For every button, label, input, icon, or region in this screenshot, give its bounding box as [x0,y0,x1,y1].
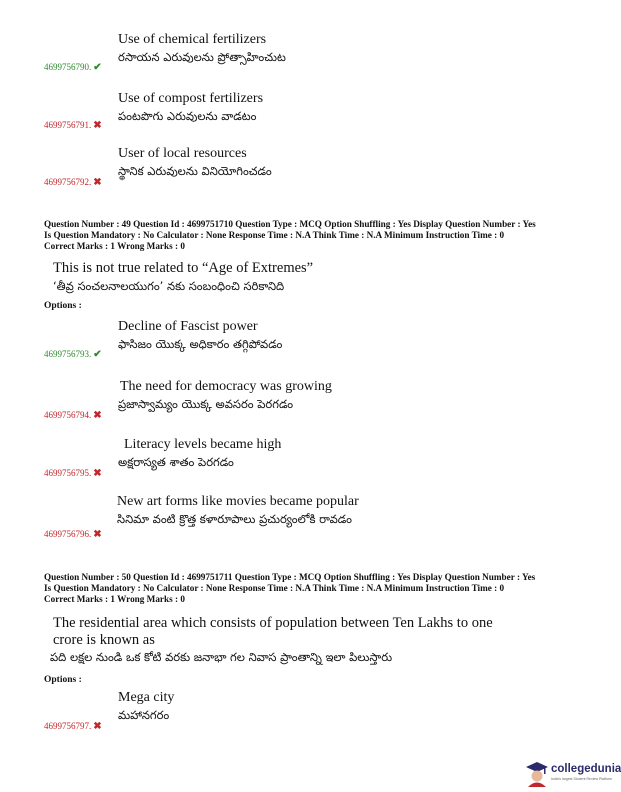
option-id [44,62,102,73]
question-text-te: పది లక్షల నుండి ఒక కోటి వరకు జనాభా గల నివాస ప్రాంతాన్ని ఇలా పిలుస్తారు [50,650,393,664]
cross-icon: ✖ [93,721,102,732]
options-label: Options : [44,301,82,311]
option-text-te: పంటపొగు ఎరువులను వాడటం [118,109,257,123]
question-text-en-cont: crore is known as [53,632,155,648]
check-icon: ✔ [93,62,102,73]
question-meta-line1: Question Number : 50 Question Id : 4699751711 Question Type : MCQ Option Shuffling : Yes Display Question Number : Yes [44,572,536,582]
question-meta-line3: Correct Marks : 1 Wrong Marks : 0 [44,241,185,251]
collegedunia-logo [524,760,621,790]
question-meta-line1: Question Number : 49 Question Id : 4699751710 Question Type : MCQ Option Shuffling : Yes Display Question Number : Yes [44,219,536,229]
check-icon: ✔ [93,349,102,360]
option-id-value: 4699756790. [44,62,92,72]
option-text-en: Use of compost fertilizers [118,91,264,106]
option-id-value: 4699756793. [44,349,92,359]
option-text-te: సినిమా వంటి క్రొత్త కళారూపాలు ప్రచుర్యంలోకి రావడం [117,512,352,526]
option-text-en: Literacy levels became high [124,437,282,452]
option-id [44,120,102,131]
option-text-te: ప్రజాస్వామ్యం యొక్క అవసరం పెరగడం [118,397,294,411]
question-meta-line3: Correct Marks : 1 Wrong Marks : 0 [44,594,185,604]
option-text-en: The need for democracy was growing [120,379,332,394]
option-id [44,410,102,421]
option-id-value: 4699756796. [44,529,92,539]
question-meta-line2: Is Question Mandatory : No Calculator : None Response Time : N.A Think Time : N.A Minimum Instruction Time : 0 [44,230,505,240]
question-meta-line2: Is Question Mandatory : No Calculator : None Response Time : N.A Think Time : N.A Minimum Instruction Time : 0 [44,583,505,593]
option-id [44,349,102,360]
option-id-value: 4699756795. [44,468,92,478]
question-text-en: This is not true related to “Age of Extremes” [53,260,314,276]
question-text-en: The residential area which consists of population between Ten Lakhs to one [53,615,493,631]
cross-icon: ✖ [93,468,102,479]
option-id [44,468,102,479]
option-text-te: ఫాసిజం యొక్క అధికారం తగ్గిపోవడం [118,337,283,351]
graduate-icon [525,761,549,787]
option-text-te: మహానగరం [118,708,170,722]
logo-name: collegedunia [551,763,621,775]
option-id [44,721,102,732]
cross-icon: ✖ [93,177,102,188]
question-text-te: ‘తీవ్ర సంచలనాలయుగం’ నకు సంబంధించి సరికానిది [53,279,285,293]
option-id-value: 4699756792. [44,177,92,187]
option-text-te: రసాయన ఎరువులను ప్రోత్సాహించుట [118,50,286,64]
option-text-en: Decline of Fascist power [118,319,258,334]
option-text-te: స్థానిక ఎరువులను వినియోగించడం [118,164,272,178]
cross-icon: ✖ [93,120,102,131]
option-text-en: New art forms like movies became popular [117,494,359,509]
cross-icon: ✖ [93,410,102,421]
option-text-en: Mega city [118,690,175,705]
options-label: Options : [44,675,82,685]
option-id-value: 4699756797. [44,721,92,731]
logo-tagline: India's largest Student Review Platform [551,777,612,781]
option-id [44,177,102,188]
option-id-value: 4699756794. [44,410,92,420]
cross-icon: ✖ [93,529,102,540]
option-id [44,529,102,540]
option-text-en: Use of chemical fertilizers [118,32,267,47]
option-text-en: User of local resources [118,146,247,161]
option-text-te: అక్షరాస్యత శాతం పెరగడం [118,455,234,469]
option-id-value: 4699756791. [44,120,92,130]
